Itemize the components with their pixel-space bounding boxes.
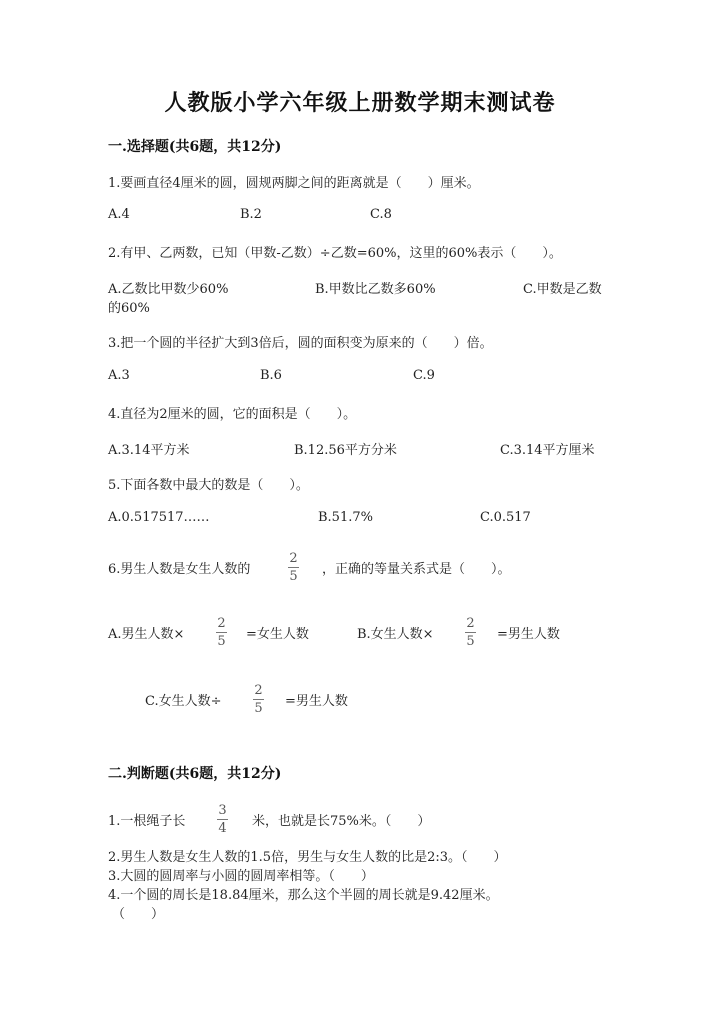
question-4-option-c: C.3.14平方厘米 <box>500 443 595 458</box>
question-4-option-b: B.12.56平方分米 <box>294 443 397 458</box>
question-1-option-c: C.8 <box>370 207 392 222</box>
fraction-denominator: 5 <box>466 634 475 649</box>
fraction-numerator: 2 <box>289 551 298 566</box>
question-6-text-after: ，正确的等量关系式是（ ）。 <box>322 562 511 577</box>
fraction-denominator: 5 <box>217 634 226 649</box>
question-3-option-c: C.9 <box>413 368 435 383</box>
judgment-4-text: 4.一个圆的周长是18.84厘米，那么这个半圆的周长就是9.42厘米。 <box>108 888 499 903</box>
judgment-1-text-before: 1.一根绳子长 <box>108 814 186 829</box>
judgment-1-fraction <box>217 802 228 837</box>
question-2-option-c-continued: 的60% <box>108 301 150 316</box>
fraction-denominator: 5 <box>289 569 298 584</box>
question-5-text: 5.下面各数中最大的数是（ ）。 <box>108 478 309 493</box>
fraction-denominator: 4 <box>218 821 227 836</box>
question-6-option-c-fraction <box>253 682 264 717</box>
question-1-option-a: A.4 <box>108 207 130 222</box>
section-heading-choice: 一.选择题(共6题，共12分) <box>108 139 282 155</box>
question-6-option-a-after: =女生人数 <box>246 627 309 642</box>
question-5-option-c: C.0.517 <box>480 510 531 525</box>
question-1-text: 1.要画直径4厘米的圆，圆规两脚之间的距离就是（ ）厘米。 <box>108 176 480 191</box>
judgment-2-text: 2.男生人数是女生人数的1.5倍，男生与女生人数的比是2:3。（ ） <box>108 850 507 865</box>
fraction-denominator: 5 <box>254 701 263 716</box>
question-3-option-b: B.6 <box>260 368 282 383</box>
question-5-option-b: B.51.7% <box>318 510 373 525</box>
fraction-numerator: 2 <box>217 616 226 631</box>
question-6-option-a-fraction <box>216 615 227 650</box>
question-1-option-b: B.2 <box>240 207 262 222</box>
page-title: 人教版小学六年级上册数学期末测试卷 <box>164 90 556 116</box>
fraction-numerator: 3 <box>218 803 227 818</box>
question-5-option-a: A.0.517517…… <box>108 510 210 525</box>
fraction-numerator: 2 <box>254 683 263 698</box>
question-2-option-b: B.甲数比乙数多60% <box>315 282 436 297</box>
question-4-text: 4.直径为2厘米的圆，它的面积是（ ）。 <box>108 407 357 422</box>
question-6-fraction <box>288 550 299 585</box>
question-2-option-a: A.乙数比甲数少60% <box>108 282 229 297</box>
question-6-option-c-before: C.女生人数÷ <box>145 694 222 709</box>
question-4-option-a: A.3.14平方米 <box>108 443 190 458</box>
question-6-option-c-after: =男生人数 <box>285 694 348 709</box>
question-6-option-a-before: A.男生人数× <box>108 627 185 642</box>
question-2-option-c: C.甲数是乙数 <box>523 282 602 297</box>
question-2-text: 2.有甲、乙两数，已知（甲数-乙数）÷乙数=60%，这里的60%表示（ ）。 <box>108 246 562 261</box>
judgment-4-answer-blank: （ ） <box>112 907 165 922</box>
question-6-option-b-before: B.女生人数× <box>357 627 434 642</box>
question-6-option-b-fraction <box>465 615 476 650</box>
section-heading-judgment: 二.判断题(共6题，共12分) <box>108 766 282 782</box>
fraction-numerator: 2 <box>466 616 475 631</box>
question-6-option-b-after: =男生人数 <box>497 627 560 642</box>
question-3-option-a: A.3 <box>108 368 130 383</box>
question-6-text-before: 6.男生人数是女生人数的 <box>108 562 251 577</box>
judgment-3-text: 3.大圆的圆周率与小圆的圆周率相等。（ ） <box>108 869 374 884</box>
judgment-1-text-after: 米，也就是长75%米。（ ） <box>252 814 431 829</box>
question-3-text: 3.把一个圆的半径扩大到3倍后，圆的面积变为原来的（ ）倍。 <box>108 336 493 351</box>
